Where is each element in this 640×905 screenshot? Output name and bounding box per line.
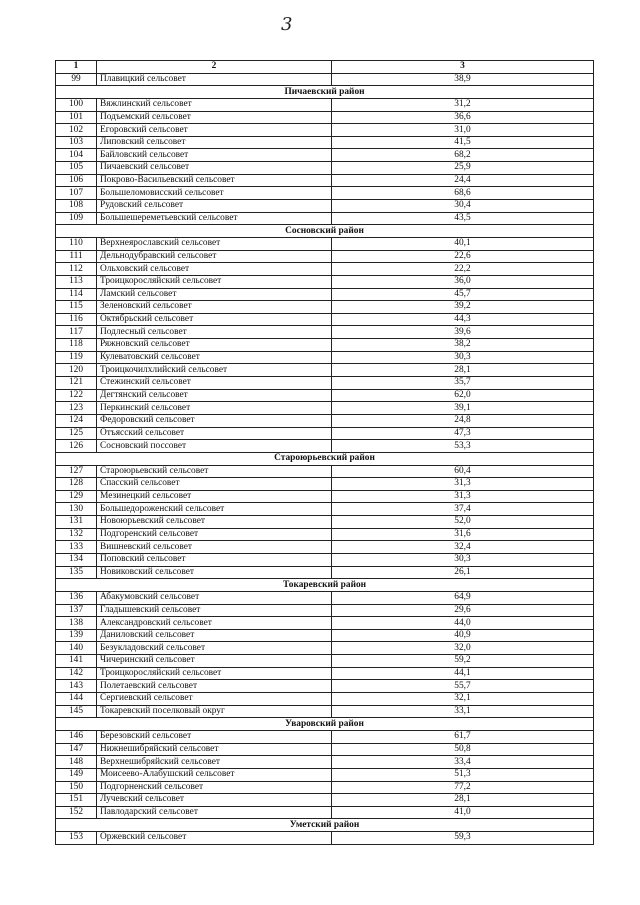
row-name: Зеленовский сельсовет <box>97 301 332 314</box>
row-value: 30,3 <box>332 553 594 566</box>
row-value: 32,0 <box>332 642 594 655</box>
table-row <box>56 389 594 402</box>
row-number: 133 <box>56 541 97 554</box>
row-name: Подлесный сельсовет <box>97 326 332 339</box>
row-name: Рудовский сельсовет <box>97 200 332 213</box>
row-value: 31,3 <box>332 478 594 491</box>
row-number: 104 <box>56 149 97 162</box>
row-name: Поповский сельсовет <box>97 553 332 566</box>
table-row <box>56 162 594 175</box>
row-name: Стежинский сельсовет <box>97 377 332 390</box>
region-row <box>56 86 594 99</box>
table-row <box>56 490 594 503</box>
row-value: 29,6 <box>332 604 594 617</box>
row-number: 134 <box>56 553 97 566</box>
row-number: 153 <box>56 832 97 845</box>
row-value: 41,5 <box>332 136 594 149</box>
row-number: 106 <box>56 174 97 187</box>
table-row <box>56 414 594 427</box>
row-value: 68,2 <box>332 149 594 162</box>
row-name: Нижнешибряйский сельсовет <box>97 743 332 756</box>
row-value: 39,6 <box>332 326 594 339</box>
row-value: 36,0 <box>332 275 594 288</box>
region-name: Сосновский район <box>56 225 594 238</box>
row-value: 32,1 <box>332 693 594 706</box>
table-row <box>56 693 594 706</box>
row-number: 118 <box>56 339 97 352</box>
table-row <box>56 111 594 124</box>
row-value: 61,7 <box>332 730 594 743</box>
table-row <box>56 440 594 453</box>
row-value: 37,4 <box>332 503 594 516</box>
row-number: 125 <box>56 427 97 440</box>
table-row <box>56 478 594 491</box>
row-number: 130 <box>56 503 97 516</box>
row-name: Отъясский сельсовет <box>97 427 332 440</box>
table-row <box>56 427 594 440</box>
row-name: Подгоренский сельсовет <box>97 528 332 541</box>
table-row <box>56 377 594 390</box>
row-number: 141 <box>56 655 97 668</box>
row-name: Федоровский сельсовет <box>97 414 332 427</box>
row-value: 59,3 <box>332 832 594 845</box>
table-row <box>56 528 594 541</box>
table-row <box>56 250 594 263</box>
row-value: 31,6 <box>332 528 594 541</box>
row-value: 43,5 <box>332 212 594 225</box>
row-number: 147 <box>56 743 97 756</box>
row-value: 51,3 <box>332 768 594 781</box>
row-number: 139 <box>56 629 97 642</box>
header-col-2: 2 <box>97 61 332 74</box>
region-name: Токаревский район <box>56 579 594 592</box>
row-number: 113 <box>56 275 97 288</box>
table-row <box>56 642 594 655</box>
table-header-row <box>56 61 594 74</box>
region-row <box>56 579 594 592</box>
table-row <box>56 832 594 845</box>
row-number: 119 <box>56 351 97 364</box>
row-number: 120 <box>56 364 97 377</box>
region-name: Пичаевский район <box>56 86 594 99</box>
row-name: Верхнеярославский сельсовет <box>97 237 332 250</box>
table-row <box>56 364 594 377</box>
row-value: 31,0 <box>332 124 594 137</box>
row-name: Сергиевский сельсовет <box>97 693 332 706</box>
row-name: Березовский сельсовет <box>97 730 332 743</box>
row-name: Новоюрьевский сельсовет <box>97 516 332 529</box>
row-number: 123 <box>56 402 97 415</box>
table-row <box>56 591 594 604</box>
table-row <box>56 136 594 149</box>
row-name: Липовский сельсовет <box>97 136 332 149</box>
row-name: Александровский сельсовет <box>97 617 332 630</box>
row-name: Большешереметьевский сельсовет <box>97 212 332 225</box>
row-number: 127 <box>56 465 97 478</box>
row-name: Моисеево-Алабушский сельсовет <box>97 768 332 781</box>
table-row <box>56 743 594 756</box>
table-row <box>56 212 594 225</box>
row-number: 129 <box>56 490 97 503</box>
row-value: 38,9 <box>332 73 594 86</box>
table-row <box>56 98 594 111</box>
row-number: 103 <box>56 136 97 149</box>
table-row <box>56 237 594 250</box>
row-value: 45,7 <box>332 288 594 301</box>
row-number: 116 <box>56 313 97 326</box>
row-value: 26,1 <box>332 566 594 579</box>
row-name: Вяжлинский сельсовет <box>97 98 332 111</box>
table-row <box>56 667 594 680</box>
row-value: 31,2 <box>332 98 594 111</box>
row-number: 144 <box>56 693 97 706</box>
table-row <box>56 768 594 781</box>
row-name: Большеломовисский сельсовет <box>97 187 332 200</box>
row-name: Октябрьский сельсовет <box>97 313 332 326</box>
row-number: 101 <box>56 111 97 124</box>
row-number: 110 <box>56 237 97 250</box>
region-row <box>56 819 594 832</box>
row-number: 145 <box>56 705 97 718</box>
row-name: Оржевский сельсовет <box>97 832 332 845</box>
row-name: Ламский сельсовет <box>97 288 332 301</box>
table-row <box>56 705 594 718</box>
row-number: 137 <box>56 604 97 617</box>
row-number: 146 <box>56 730 97 743</box>
table-row <box>56 73 594 86</box>
row-value: 44,0 <box>332 617 594 630</box>
row-name: Сосновский поссовет <box>97 440 332 453</box>
row-name: Пичаевский сельсовет <box>97 162 332 175</box>
page-number: 3 <box>281 14 293 35</box>
row-name: Подъемский сельсовет <box>97 111 332 124</box>
table-row <box>56 465 594 478</box>
table-row <box>56 730 594 743</box>
row-name: Лучевский сельсовет <box>97 794 332 807</box>
row-number: 131 <box>56 516 97 529</box>
table-row <box>56 781 594 794</box>
row-value: 77,2 <box>332 781 594 794</box>
row-name: Байловский сельсовет <box>97 149 332 162</box>
row-value: 52,0 <box>332 516 594 529</box>
row-number: 148 <box>56 756 97 769</box>
table-row <box>56 566 594 579</box>
row-number: 128 <box>56 478 97 491</box>
row-number: 115 <box>56 301 97 314</box>
table-row <box>56 680 594 693</box>
table-row <box>56 124 594 137</box>
row-name: Плавицкий сельсовет <box>97 73 332 86</box>
table-row <box>56 187 594 200</box>
table-row <box>56 806 594 819</box>
row-name: Троицкоросляйский сельсовет <box>97 275 332 288</box>
row-value: 22,6 <box>332 250 594 263</box>
row-value: 33,4 <box>332 756 594 769</box>
row-value: 32,4 <box>332 541 594 554</box>
row-value: 22,2 <box>332 263 594 276</box>
row-number: 151 <box>56 794 97 807</box>
table-row <box>56 174 594 187</box>
row-value: 62,0 <box>332 389 594 402</box>
row-name: Перкинский сельсовет <box>97 402 332 415</box>
row-number: 107 <box>56 187 97 200</box>
row-number: 149 <box>56 768 97 781</box>
table-row <box>56 553 594 566</box>
region-name: Уваровский район <box>56 718 594 731</box>
row-number: 108 <box>56 200 97 213</box>
table-row <box>56 617 594 630</box>
table-row <box>56 756 594 769</box>
row-name: Егоровский сельсовет <box>97 124 332 137</box>
table-row <box>56 516 594 529</box>
row-value: 30,4 <box>332 200 594 213</box>
row-value: 53,3 <box>332 440 594 453</box>
row-value: 41,0 <box>332 806 594 819</box>
row-name: Даниловский сельсовет <box>97 629 332 642</box>
row-name: Новиковский сельсовет <box>97 566 332 579</box>
table-row <box>56 351 594 364</box>
table-row <box>56 288 594 301</box>
header-col-3: 3 <box>332 61 594 74</box>
table-row <box>56 326 594 339</box>
row-name: Троицкоросляйский сельсовет <box>97 667 332 680</box>
table-row <box>56 541 594 554</box>
row-value: 47,3 <box>332 427 594 440</box>
row-name: Павлодарский сельсовет <box>97 806 332 819</box>
row-name: Кулеватовский сельсовет <box>97 351 332 364</box>
row-number: 111 <box>56 250 97 263</box>
row-name: Подгорненский сельсовет <box>97 781 332 794</box>
row-value: 25,9 <box>332 162 594 175</box>
row-name: Ольховский сельсовет <box>97 263 332 276</box>
row-value: 44,3 <box>332 313 594 326</box>
table-row <box>56 263 594 276</box>
row-number: 102 <box>56 124 97 137</box>
row-name: Покрово-Васильевский сельсовет <box>97 174 332 187</box>
row-number: 124 <box>56 414 97 427</box>
row-number: 99 <box>56 73 97 86</box>
row-number: 105 <box>56 162 97 175</box>
row-number: 152 <box>56 806 97 819</box>
row-number: 112 <box>56 263 97 276</box>
table-row <box>56 503 594 516</box>
row-value: 36,6 <box>332 111 594 124</box>
row-value: 30,3 <box>332 351 594 364</box>
row-name: Ряжновский сельсовет <box>97 339 332 352</box>
row-name: Абакумовский сельсовет <box>97 591 332 604</box>
row-value: 33,1 <box>332 705 594 718</box>
header-col-1: 1 <box>56 61 97 74</box>
row-value: 39,2 <box>332 301 594 314</box>
row-name: Мезинецкий сельсовет <box>97 490 332 503</box>
row-number: 135 <box>56 566 97 579</box>
row-name: Полетаевский сельсовет <box>97 680 332 693</box>
row-value: 64,9 <box>332 591 594 604</box>
row-value: 28,1 <box>332 364 594 377</box>
row-value: 44,1 <box>332 667 594 680</box>
row-number: 121 <box>56 377 97 390</box>
data-table <box>55 60 594 845</box>
table-row <box>56 200 594 213</box>
row-number: 140 <box>56 642 97 655</box>
row-name: Чичеринский сельсовет <box>97 655 332 668</box>
table-row <box>56 604 594 617</box>
row-number: 150 <box>56 781 97 794</box>
row-number: 132 <box>56 528 97 541</box>
table-row <box>56 313 594 326</box>
row-value: 39,1 <box>332 402 594 415</box>
row-value: 28,1 <box>332 794 594 807</box>
row-value: 68,6 <box>332 187 594 200</box>
region-row <box>56 718 594 731</box>
table-row <box>56 339 594 352</box>
table-row <box>56 655 594 668</box>
row-value: 38,2 <box>332 339 594 352</box>
row-number: 142 <box>56 667 97 680</box>
region-name: Уметский район <box>56 819 594 832</box>
table-row <box>56 794 594 807</box>
row-name: Дегтянский сельсовет <box>97 389 332 402</box>
row-value: 60,4 <box>332 465 594 478</box>
table-row <box>56 275 594 288</box>
row-value: 50,8 <box>332 743 594 756</box>
row-number: 143 <box>56 680 97 693</box>
row-name: Троицкочилхлийский сельсовет <box>97 364 332 377</box>
region-name: Староюрьевский район <box>56 452 594 465</box>
row-number: 122 <box>56 389 97 402</box>
row-value: 59,2 <box>332 655 594 668</box>
table-row <box>56 402 594 415</box>
row-value: 24,4 <box>332 174 594 187</box>
row-name: Большедороженский сельсовет <box>97 503 332 516</box>
row-name: Староюрьевский сельсовет <box>97 465 332 478</box>
row-name: Спасский сельсовет <box>97 478 332 491</box>
row-name: Гладышевский сельсовет <box>97 604 332 617</box>
table-row <box>56 629 594 642</box>
row-value: 40,1 <box>332 237 594 250</box>
row-value: 31,3 <box>332 490 594 503</box>
row-name: Вишневский сельсовет <box>97 541 332 554</box>
table-row <box>56 301 594 314</box>
row-name: Верхнешибряйский сельсовет <box>97 756 332 769</box>
row-name: Токаревский поселковый округ <box>97 705 332 718</box>
row-number: 126 <box>56 440 97 453</box>
row-value: 55,7 <box>332 680 594 693</box>
row-value: 40,9 <box>332 629 594 642</box>
row-number: 138 <box>56 617 97 630</box>
row-number: 100 <box>56 98 97 111</box>
row-value: 35,7 <box>332 377 594 390</box>
row-number: 114 <box>56 288 97 301</box>
region-row <box>56 452 594 465</box>
row-number: 117 <box>56 326 97 339</box>
row-number: 136 <box>56 591 97 604</box>
table-row <box>56 149 594 162</box>
region-row <box>56 225 594 238</box>
table-body <box>56 61 594 845</box>
row-name: Безукладовский сельсовет <box>97 642 332 655</box>
row-value: 24,8 <box>332 414 594 427</box>
row-number: 109 <box>56 212 97 225</box>
row-name: Дельнодубравский сельсовет <box>97 250 332 263</box>
